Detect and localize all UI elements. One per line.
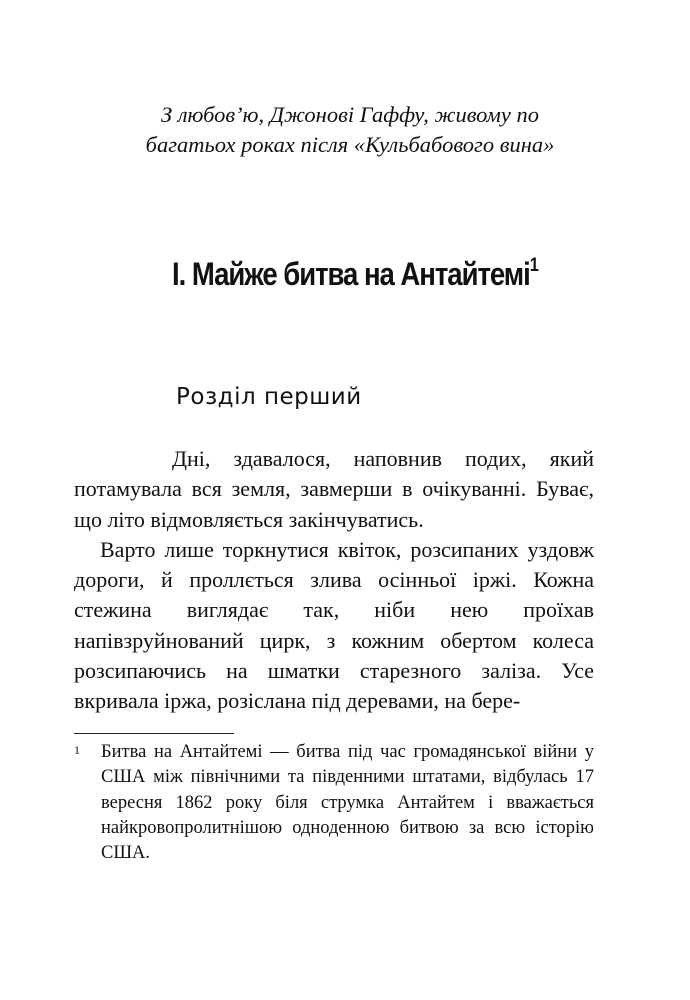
footnote (74, 740, 594, 866)
footnote-reference[interactable]: 1 (529, 255, 539, 276)
chapter-title-text: І. Майже битва на Антайтемі (172, 256, 530, 292)
dedication-line-2: багатьох роках після «Кульбабового вина» (145, 132, 555, 157)
chapter-title (172, 256, 539, 293)
footnote-text: Битва на Антайтемі — битва під час громадянської війни у США між північними та південними штатами, відбулась 17 вересня 1862 року біля струмка Антайтем і вважається найкровопролитнішою одноденною битвою за всю історію США. (101, 742, 594, 864)
dedication-line-1: З любов’ю, Джонові Гаффу, живому по (160, 102, 540, 127)
section-heading: Розділ перший (176, 384, 362, 410)
footnote-divider (74, 733, 234, 734)
paragraph-2: Варто лише торкнутися квіток, розсипаних уздовж дороги, й проллється злива осінньої іржі. Кожна стежина виглядає так, ніби нею проїхав напівзруйнований цирк, з кожним обертом колеса розсипаючись на шматки старезного заліза. Усе вкривала іржа, розіслана під деревами, на бере- (74, 536, 594, 714)
footnote-marker: 1 (74, 743, 80, 757)
paragraph-1: Дні, здавалося, наповнив подих, який потамувала вся земля, завмерши в очікуванні. Буває, що літо відмовляється закінчуватись. (74, 446, 594, 532)
dedication (60, 100, 640, 160)
body-text (74, 444, 594, 717)
